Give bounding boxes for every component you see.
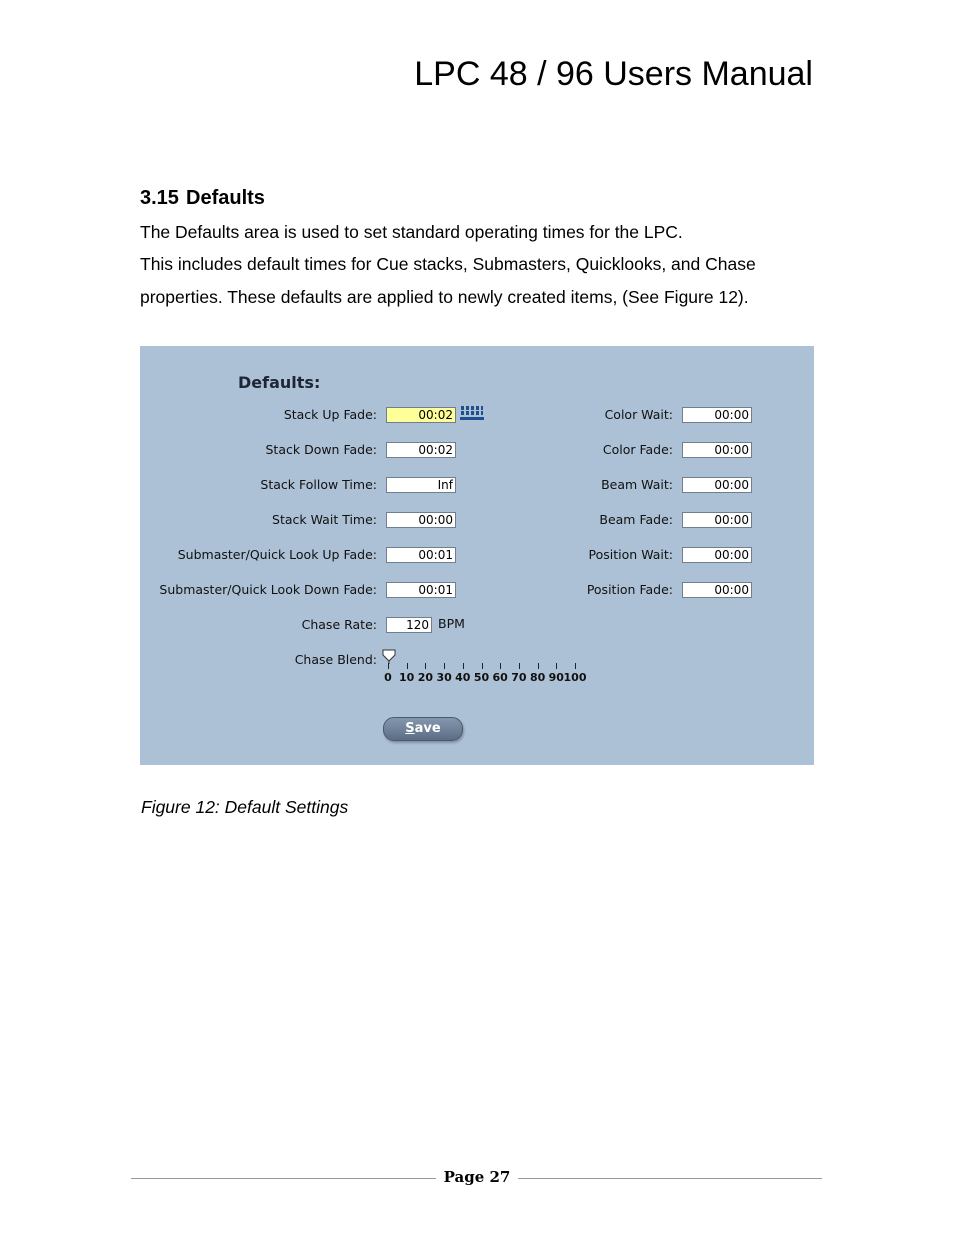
chase-rate-input[interactable]: 120 bbox=[386, 617, 432, 633]
stack-follow-time-label: Stack Follow Time: bbox=[260, 477, 377, 492]
slider-tick-label: 80 bbox=[529, 671, 546, 684]
bpm-unit: BPM bbox=[438, 616, 465, 631]
page-number-text: Page 27 bbox=[436, 1168, 519, 1186]
stack-down-fade-label: Stack Down Fade: bbox=[265, 442, 377, 457]
slider-tick-label: 90 bbox=[548, 671, 564, 684]
stack-wait-time-input[interactable]: 00:00 bbox=[386, 512, 456, 528]
color-fade-input[interactable]: 00:00 bbox=[682, 442, 752, 458]
slider-tick bbox=[407, 663, 408, 669]
stack-up-fade-input[interactable]: 00:02 bbox=[386, 407, 456, 423]
save-accel: S bbox=[405, 721, 415, 736]
stack-follow-time-input[interactable]: Inf bbox=[386, 477, 456, 493]
beam-wait-input[interactable]: 00:00 bbox=[682, 477, 752, 493]
slider-tick bbox=[425, 663, 426, 669]
position-wait-input[interactable]: 00:00 bbox=[682, 547, 752, 563]
submaster-down-fade-label: Submaster/Quick Look Down Fade: bbox=[159, 582, 377, 597]
figure-caption: Figure 12: Default Settings bbox=[141, 797, 349, 817]
submaster-up-fade-label: Submaster/Quick Look Up Fade: bbox=[177, 547, 377, 562]
slider-tick bbox=[463, 663, 464, 669]
save-button[interactable] bbox=[383, 717, 463, 741]
chase-blend-slider-handle[interactable] bbox=[382, 649, 396, 665]
beam-fade-input[interactable]: 00:00 bbox=[682, 512, 752, 528]
color-fade-label: Color Fade: bbox=[602, 442, 673, 457]
panel-title: Defaults: bbox=[238, 373, 321, 392]
slider-tick-label: 30 bbox=[436, 671, 452, 684]
slider-tick-label: 60 bbox=[492, 671, 508, 684]
color-wait-input[interactable]: 00:00 bbox=[682, 407, 752, 423]
section-heading bbox=[140, 186, 265, 210]
slider-tick bbox=[500, 663, 501, 669]
slider-tick bbox=[575, 663, 576, 669]
slider-tick-label: 0 bbox=[384, 671, 392, 684]
keypad-icon[interactable] bbox=[460, 405, 484, 421]
position-fade-label: Position Fade: bbox=[586, 582, 673, 597]
beam-wait-label: Beam Wait: bbox=[601, 477, 673, 492]
save-label: ave bbox=[414, 721, 441, 736]
body-text-line: properties. These defaults are applied to newly created items, (See Figure 12). bbox=[140, 287, 749, 307]
chase-rate-label: Chase Rate: bbox=[301, 617, 377, 632]
slider-tick-label: 20 bbox=[417, 671, 434, 684]
slider-tick bbox=[538, 663, 539, 669]
slider-tick-label: 10 bbox=[399, 671, 415, 684]
defaults-panel bbox=[140, 346, 814, 765]
color-wait-label: Color Wait: bbox=[604, 407, 673, 422]
slider-tick-label: 40 bbox=[455, 671, 471, 684]
position-fade-input[interactable]: 00:00 bbox=[682, 582, 752, 598]
body-text-line: This includes default times for Cue stacks, Submasters, Quicklooks, and Chase bbox=[140, 254, 756, 274]
slider-tick bbox=[388, 663, 389, 669]
slider-tick bbox=[444, 663, 445, 669]
position-wait-label: Position Wait: bbox=[588, 547, 673, 562]
chase-blend-label: Chase Blend: bbox=[294, 652, 377, 667]
slider-tick-label: 100 bbox=[563, 671, 587, 684]
slider-tick-label: 70 bbox=[511, 671, 527, 684]
page-number bbox=[0, 1168, 954, 1186]
stack-wait-time-label: Stack Wait Time: bbox=[272, 512, 377, 527]
manual-title: LPC 48 / 96 Users Manual bbox=[414, 55, 813, 93]
section-title: Defaults bbox=[186, 187, 265, 209]
stack-down-fade-input[interactable]: 00:02 bbox=[386, 442, 456, 458]
body-text-line: The Defaults area is used to set standard operating times for the LPC. bbox=[140, 222, 683, 242]
beam-fade-label: Beam Fade: bbox=[599, 512, 673, 527]
submaster-down-fade-input[interactable]: 00:01 bbox=[386, 582, 456, 598]
slider-tick bbox=[519, 663, 520, 669]
stack-up-fade-label: Stack Up Fade: bbox=[283, 407, 377, 422]
slider-tick-label: 50 bbox=[473, 671, 490, 684]
submaster-up-fade-input[interactable]: 00:01 bbox=[386, 547, 456, 563]
slider-tick bbox=[556, 663, 557, 669]
section-number: 3.15 bbox=[140, 187, 179, 209]
slider-tick bbox=[482, 663, 483, 669]
